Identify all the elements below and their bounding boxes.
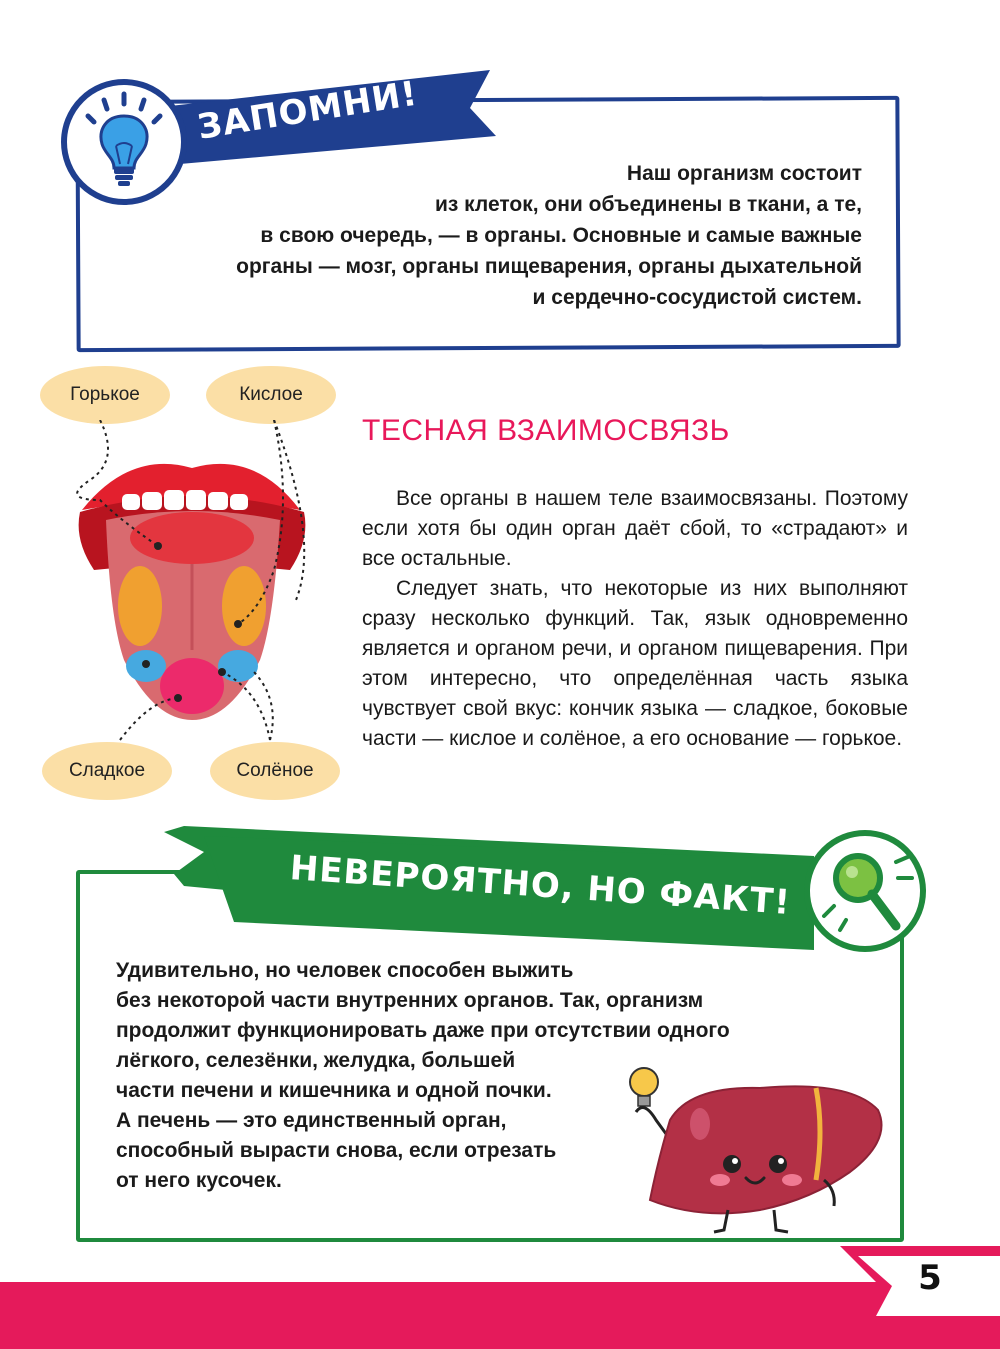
page-number: 5 [918,1258,942,1298]
section-title: ТЕСНАЯ ВЗАИМОСВЯЗЬ [362,414,730,447]
liver-character-icon [610,1060,900,1240]
fact-title: НЕВЕРОЯТНО, НО ФАКТ! [288,848,793,923]
remember-text: Наш организм состоит из клеток, они объединены в ткани, а те, в свою очередь, — в органы. Основные и самые важные органы — мозг, органы пищеварения, органы дыхательной и сердечно-сосудистой систем. [236,162,862,309]
fact-text: Удивительно, но человек способен выжить без некоторой части внутренних органов. Так, организм продолжит функционировать даже при отсутствии одного лёгкого, селезёнки, желудка, большей части печени и кишечника и одной почки. А печень — это единственный орган, способный вырасти снова, если отрезать от него кусочек. [116,959,730,1192]
section-body [362,484,908,754]
taste-label-bitter: Горькое [40,366,170,424]
taste-label-sour: Кислое [206,366,336,424]
taste-label-sweet: Сладкое [42,742,172,800]
remember-title: ЗАПОМНИ! [194,73,421,148]
paragraph-2: Следует знать, что некоторые из них выполняют сразу несколько функций. Так, язык одновременно является и органом речи, и органом пищеварения. При этом интересно, что определённая часть языка чувствует свой вкус: кончик языка — сладкое, боковые части — кислое и солёное, а его основание — горькое. [362,577,908,750]
magnifier-icon [800,826,930,956]
lightbulb-icon [58,76,190,208]
taste-label-salty: Солёное [210,742,340,800]
tongue-illustration [60,420,330,750]
paragraph-1: Все органы в нашем теле взаимосвязаны. Поэтому если хотя бы один орган даёт сбой, то «страдают» и все остальные. [362,487,908,570]
